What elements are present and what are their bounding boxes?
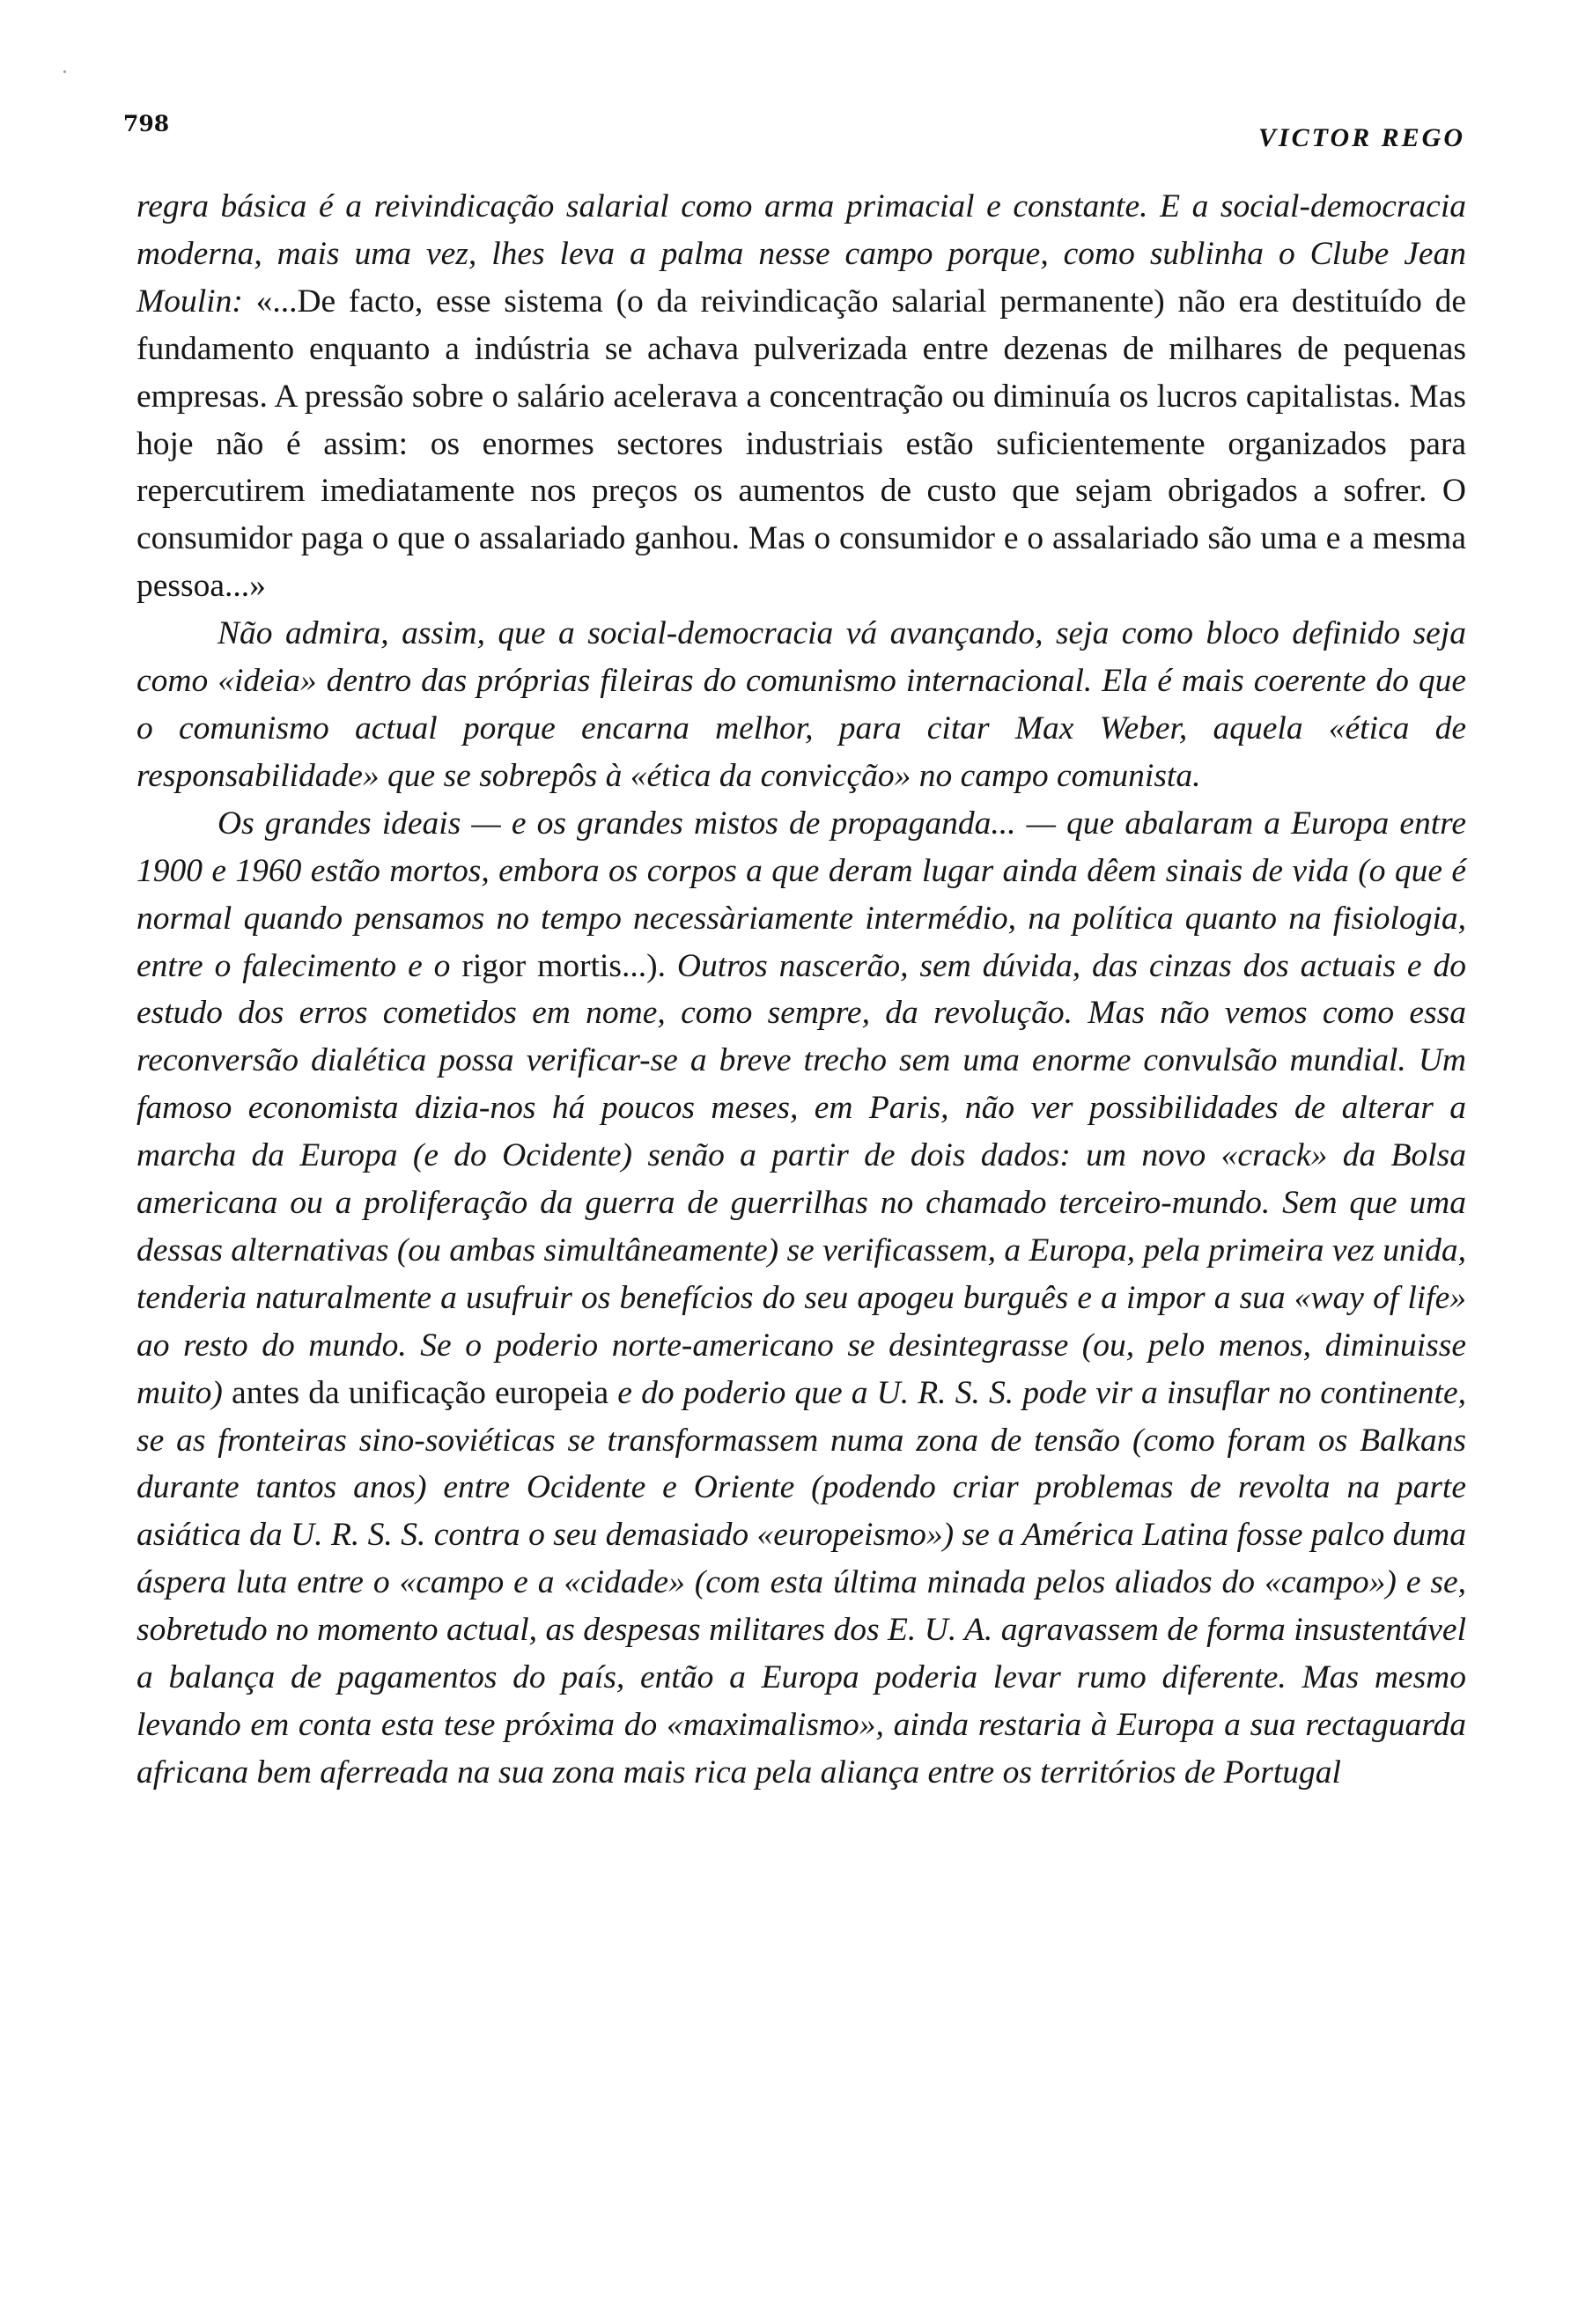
scan-speck	[63, 70, 66, 73]
paragraph-1	[136, 183, 1466, 610]
page-number: 798	[123, 111, 170, 136]
paragraph-2-text: Não admira, assim, que a social-democracia vá avançando, seja como bloco definido seja como «ideia» dentro das próprias fileiras do comunismo internacional. Ela é mais coerente do que o comunismo actual porque encarna melhor, para citar Max Weber, aquela «ética de responsabilidade» que se sobrepôs à «ética da convicção» no campo comunista.	[136, 615, 1466, 794]
paragraph-3-part-1: Os grandes ideais — e os grandes mistos de propaganda... — que abalaram a Europa entre 1900 e 1960 estão mortos, embora os corpos a que deram lugar ainda dêem sinais de vida (o que é normal quando pensamos no tempo necessàriamente intermédio, na política quanto na fisiologia, entre o falecimento e o	[136, 805, 1466, 984]
paragraph-3	[136, 800, 1466, 1797]
paragraph-1-quotation: «...De facto, esse sistema (o da reivindicação salarial permanente) não era destituído de fundamento enquanto a indústria se achava pulverizada entre dezenas de milhares de pequenas empresas. A pressão sobre o salário acelerava a concentração ou diminuía os lucros capitalistas. Mas hoje não é assim: os enormes sectores industriais estão suficientemente organizados para repercutirem imediatamente nos preços os aumentos de custo que sejam obrigados a sofrer. O consumidor paga o que o assalariado ganhou. Mas o consumidor e o assalariado são uma e a mesma pessoa...»	[136, 283, 1466, 605]
paragraph-3-part-3: e do poderio que a U. R. S. S. pode vir a insuflar no continente, se as fronteiras sino-soviéticas se transformassem numa zona de tensão (como foram os Balkans durante tantos anos) entre Ocidente e Oriente (podendo criar problemas de revolta na parte asiática da U. R. S. S. contra o seu demasiado «europeismo») se a América Latina fosse palco duma áspera luta entre o «campo e a «cidade» (com esta última minada pelos aliados do «campo») e se, sobretudo no momento actual, as despesas militares dos E. U. A. agravassem de forma insustentável a balança de pagamentos do país, então a Europa poderia levar rumo diferente. Mas mesmo levando em conta esta tese próxima do «maximalismo», ainda restaria à Europa a sua rectaguarda africana bem aferreada na sua zona mais rica pela aliança entre os territórios de Portugal	[136, 1374, 1466, 1791]
body-text	[136, 183, 1466, 1797]
paragraph-3-unification-phrase: antes da unificação europeia	[232, 1374, 609, 1411]
paragraph-3-rigor-mortis: rigor mortis...).	[461, 947, 666, 984]
paragraph-2	[136, 610, 1466, 800]
paragraph-1-italic-lead: regra básica é a reivindicação salarial como arma primacial e constante. E a social-democracia moderna, mais uma vez, lhes leva a palma nesse campo porque, como sublinha o Clube Jean Moulin:	[136, 188, 1466, 320]
paragraph-3-part-2: Outros nascerão, sem dúvida, das cinzas dos actuais e do estudo dos erros cometidos em nome, como sempre, da revolução. Mas não vemos como essa reconversão dialética possa verificar-se a breve trecho sem uma enorme convulsão mundial. Um famoso economista dizia-nos há poucos meses, em Paris, não ver possibilidades de alterar a marcha da Europa (e do Ocidente) senão a partir de dois dados: um novo «crack» da Bolsa americana ou a proliferação da guerra de guerrilhas no chamado terceiro-mundo. Sem que uma dessas alternativas (ou ambas simultâneamente) se verificassem, a Europa, pela primeira vez unida, tenderia naturalmente a usufruir os benefícios do seu apogeu burguês e a impor a sua «way of life» ao resto do mundo. Se o poderio norte-americano se desintegrasse (ou, pelo menos, diminuisse muito)	[136, 947, 1466, 1411]
running-head-author: VICTOR REGO	[1257, 123, 1465, 152]
